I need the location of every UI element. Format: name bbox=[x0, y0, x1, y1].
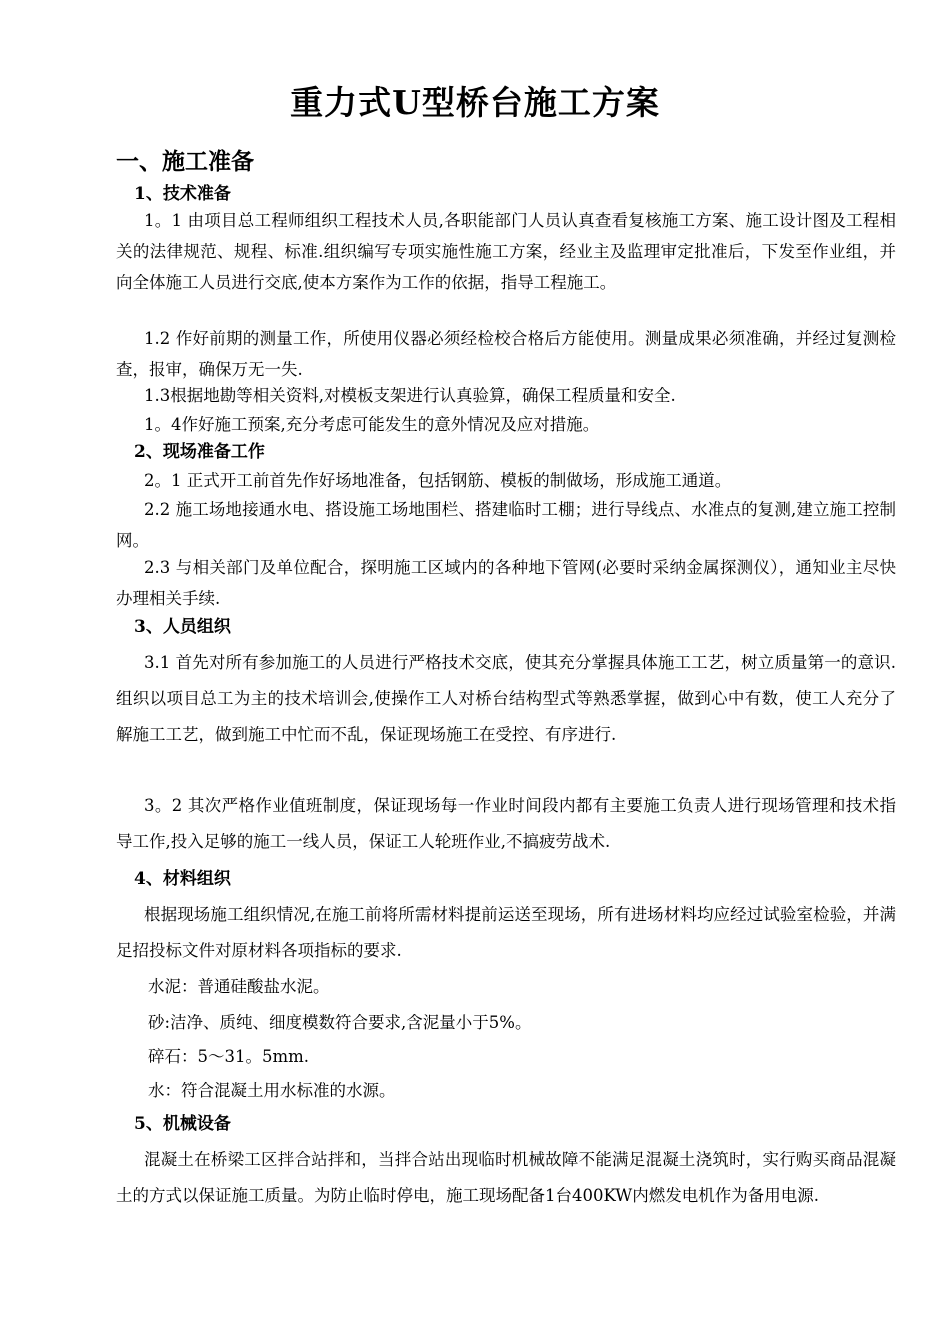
material-item-sand: 砂:洁净、质纯、细度模数符合要求,含泥量小于5%。 bbox=[148, 1013, 532, 1032]
paragraph-1-2: 1.2 作好前期的测量工作，所使用仪器必须经检校合格后方能使用。测量成果必须准确，并经过复测检查，报审，确保万无一失. bbox=[116, 329, 896, 379]
material-item-water: 水：符合混凝土用水标准的水源。 bbox=[148, 1081, 396, 1100]
subsection-heading-technical: 1、技术准备 bbox=[134, 184, 231, 204]
subsection-heading-materials: 4、材料组织 bbox=[134, 869, 231, 889]
paragraph-3-1: 3.1 首先对所有参加施工的人员进行严格技术交底，使其充分掌握具体施工工艺，树立质量第一的意识.组织以项目总工为主的技术培训会,使操作工人对桥台结构型式等熟悉掌握，做到心中有数，使工人充分了解施工工艺，做到施工中忙而不乱，保证现场施工在受控、有序进行. bbox=[116, 653, 896, 744]
document-title: 重力式U型桥台施工方案 bbox=[290, 83, 660, 122]
paragraph-1-1: 1。1 由项目总工程师组织工程技术人员,各职能部门人员认真查看复核施工方案、施工设计图及工程相关的法律规范、规程、标准.组织编写专项实施性施工方案，经业主及监理审定批准后，下发至作业组，并向全体施工人员进行交底,使本方案作为工作的依据，指导工程施工。 bbox=[116, 211, 896, 292]
paragraph-2-3: 2.3 与相关部门及单位配合，探明施工区域内的各种地下管网(必要时采纳金属探测仪），通知业主尽快办理相关手续. bbox=[116, 558, 896, 608]
paragraph-1-3: 1.3根据地勘等相关资料,对模板支架进行认真验算，确保工程质量和安全. bbox=[144, 386, 676, 405]
subsection-heading-personnel: 3、人员组织 bbox=[134, 617, 231, 637]
material-item-gravel: 碎石：5～31。5mm. bbox=[148, 1047, 310, 1066]
paragraph-4-1: 根据现场施工组织情况,在施工前将所需材料提前运送至现场，所有进场材料均应经过试验室检验，并满足招投标文件对原材料各项指标的要求. bbox=[116, 905, 896, 960]
material-item-cement: 水泥：普通硅酸盐水泥。 bbox=[148, 977, 330, 996]
subsection-heading-site: 2、现场准备工作 bbox=[134, 442, 265, 462]
subsection-heading-machinery: 5、机械设备 bbox=[134, 1114, 231, 1134]
paragraph-1-4: 1。4作好施工预案,充分考虑可能发生的意外情况及应对措施。 bbox=[144, 415, 600, 434]
section-heading-construction-preparation: 一、施工准备 bbox=[116, 148, 254, 175]
paragraph-5-1: 混凝土在桥梁工区拌合站拌和，当拌合站出现临时机械故障不能满足混凝土浇筑时，实行购买商品混凝土的方式以保证施工质量。为防止临时停电，施工现场配备1台400KW内燃发电机作为备用电源. bbox=[116, 1150, 896, 1205]
paragraph-2-1: 2。1 正式开工前首先作好场地准备，包括钢筋、模板的制做场，形成施工通道。 bbox=[144, 471, 732, 490]
paragraph-3-2: 3。2 其次严格作业值班制度，保证现场每一作业时间段内都有主要施工负责人进行现场管理和技术指导工作,投入足够的施工一线人员，保证工人轮班作业,不搞疲劳战术. bbox=[116, 796, 896, 851]
paragraph-2-2: 2.2 施工场地接通水电、搭设施工场地围栏、搭建临时工棚；进行导线点、水准点的复测,建立施工控制网。 bbox=[116, 500, 896, 550]
